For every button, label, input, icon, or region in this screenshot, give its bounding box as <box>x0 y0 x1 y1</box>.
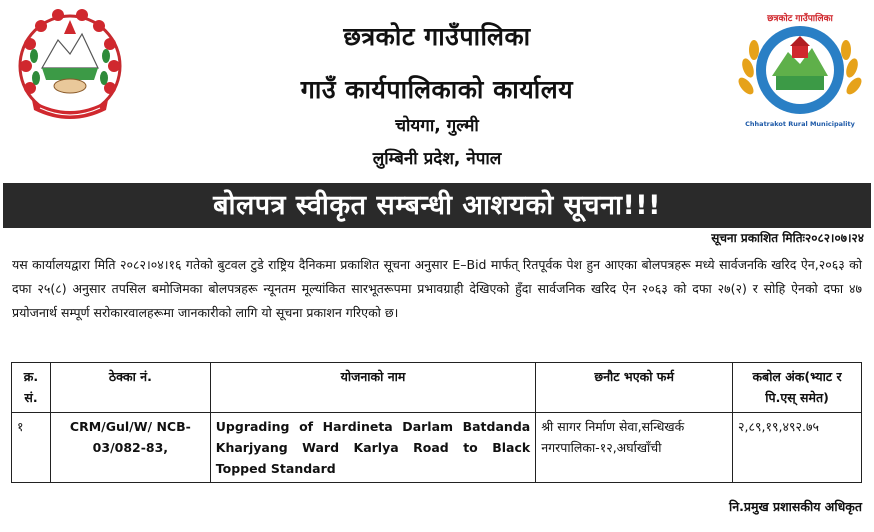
municipality-name: छत्रकोट गाउँपालिका <box>343 22 531 51</box>
row-firm: श्री सागर निर्माण सेवा,सन्धिखर्क नगरपालिका-१२,अर्घाखाँची <box>536 413 733 483</box>
notice-body: यस कार्यालयद्वारा मिति २०८२।०४।१६ गतेको बुटवल टुडे राष्ट्रिय दैनिकमा प्रकाशित सूचना अनुसार E–Bid मार्फत् रितपूर्वक पेश हुन आएका बोलपत्रहरू मध्ये सार्वजनकि खरिद ऐन,२०६३ को दफा २५(८) अनुसार तपसिल बमोजिमका बोलपत्रहरू न्यूनतम मूल्यांकित सारभूतरूपमा प्रभावग्राही देखिएको हुँदा सार्वजनिक खरिद ऐन २०६३ को दफा २७(२) र सोहि ऐनको दफा ४७ प्रयोजनार्थ सम्पूर्ण सरोकारवालहरूमा जानकारीको लागि यो सूचना प्रकाशन गरिएको छ। <box>12 257 862 320</box>
logo-top-text: छत्रकोट गाउँपालिका <box>767 14 833 24</box>
row-contract-no: CRM/Gul/W/ NCB-03/082-83, <box>50 413 210 483</box>
header-sn: क्र. सं. <box>12 363 51 413</box>
office-name: गाउँ कार्यपालिकाको कार्यालय <box>300 75 574 104</box>
logo-bottom-text: Chhatrakot Rural Municipality <box>745 120 855 128</box>
row-amount: २,८९,१९,४९२.७५ <box>733 413 862 483</box>
table-row <box>12 413 862 483</box>
address-province: लुम्बिनी प्रदेश, नेपाल <box>372 149 502 169</box>
address-local: चोयगा, गुल्मी <box>395 116 479 136</box>
signatory-title: नि.प्रमुख प्रशासकीय अधिकृत <box>728 499 862 514</box>
header-firm: छनौट भएको फर्म <box>536 363 733 413</box>
header-project-name: योजनाको नाम <box>210 363 535 413</box>
notice-title-banner: बोलपत्र स्वीकृत सम्बन्धी आशयको सूचना!!! <box>3 183 871 228</box>
header-amount: कबोल अंक(भ्याट र पि.एस् समेत) <box>733 363 862 413</box>
row-sn: १ <box>12 413 51 483</box>
publication-date: सूचना प्रकाशित मितिः२०८२।०७।२४ <box>711 231 864 245</box>
tender-table <box>11 362 862 483</box>
row-project-name: Upgrading of Hardineta Darlam Batdanda Kharjyang Ward Karlya Road to Black Topped Standard <box>210 413 535 483</box>
table-header-row <box>12 363 862 413</box>
header-contract-no: ठेक्का नं. <box>50 363 210 413</box>
